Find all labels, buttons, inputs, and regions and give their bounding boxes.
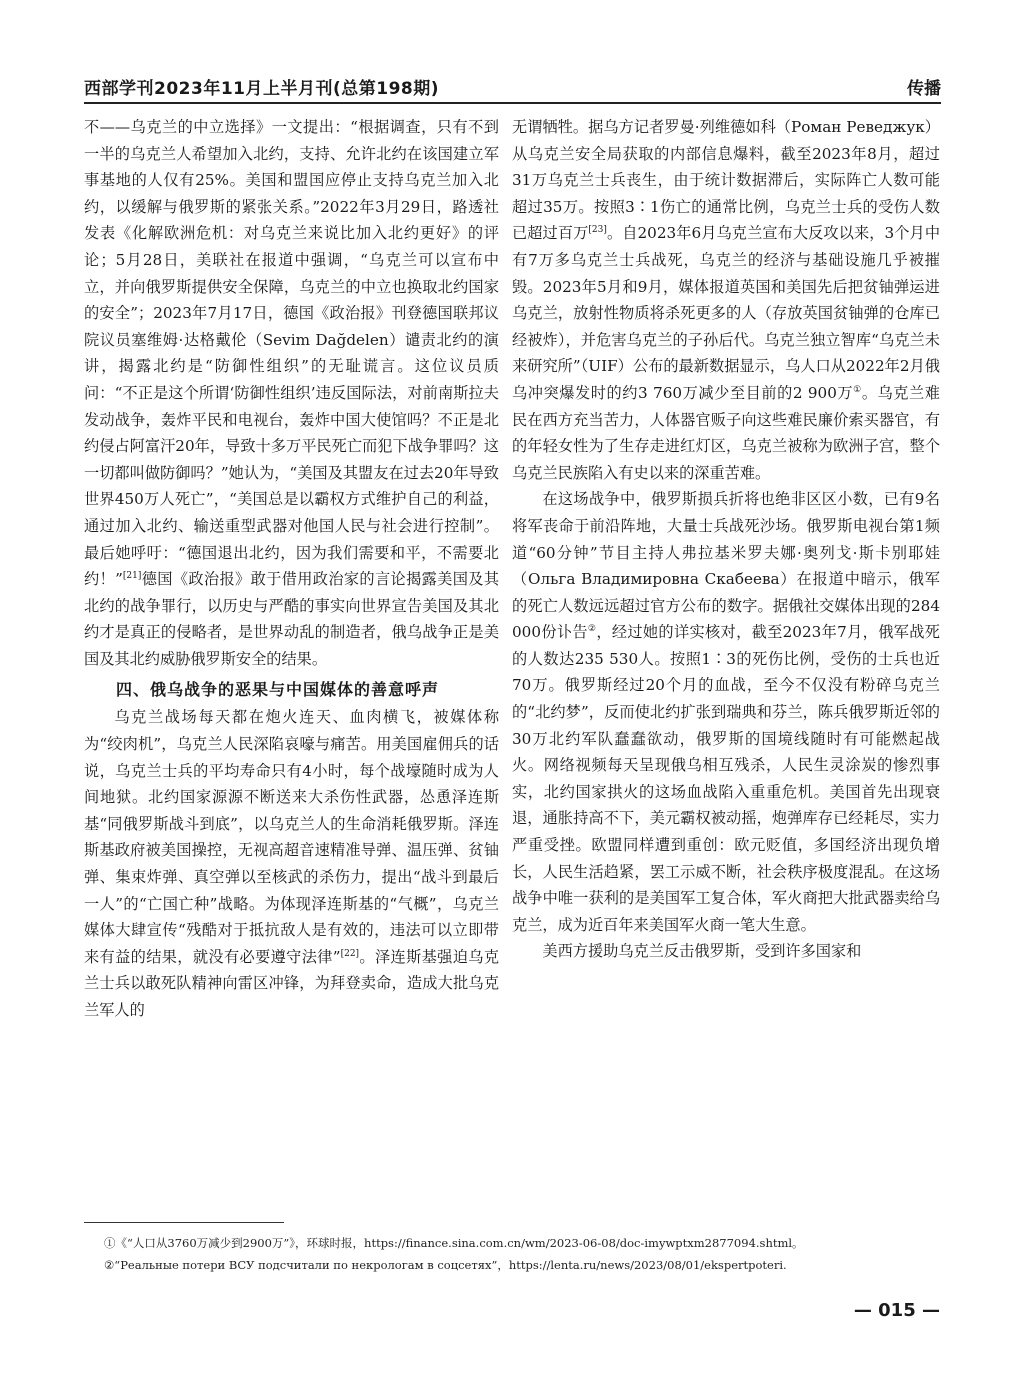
- paragraph-text: 德国《政治报》敢于借用政治家的言论揭露美国及其北约的战争罪行，以历史与严酷的事实向世界宣告美国及其北约才是真正的侵略者，是世界动乱的制造者，俄乌战争正是美国及其北约威胁俄罗斯安全的结果。: [84, 570, 500, 668]
- paragraph: [512, 114, 940, 486]
- paragraph: [512, 938, 940, 965]
- journal-title: 西部学刊2023年11月上半月刊(总第198期): [84, 79, 439, 99]
- citation: [23]: [588, 225, 607, 236]
- paragraph-text: 无谓牺牲。据乌方记者罗曼·列维德如科（Роман Реведжук）从乌克兰安全局获取的内部信息爆料，截至2023年8月，超过31万乌克兰士兵丧生，由于统计数据滞后，实际阵亡人数可能超过35万。按照3∶1伤亡的通常比例，乌克兰士兵的受伤人数已超过百万: [512, 118, 940, 243]
- footnote-2: ②“Реальные потери ВСУ подсчитали по некрологам в соцсетях”，https://lenta.ru/news/2023/08/01/ekspertpoteri.: [104, 1258, 787, 1272]
- left-column: [84, 114, 499, 1024]
- section-heading: 四、俄乌战争的恶果与中国媒体的善意呼声: [116, 680, 440, 700]
- paragraph: [84, 114, 499, 672]
- footnote-marker[interactable]: ①: [853, 384, 862, 395]
- paragraph: [512, 486, 940, 938]
- citation: [21]: [122, 571, 142, 582]
- paragraph-text: 在这场战争中，俄罗斯损兵折将也绝非区区小数，已有9名将军丧命于前沿阵地，大量士兵战死沙场。俄罗斯电视台第1频道“60分钟”节目主持人弗拉基米罗夫娜·奥列戈·斯卡别耶娃（Ольга Владимировна Скабеева）在报道中暗示，俄军的死亡人数远远超过官方公布的数字。据俄社交媒体出现的284 000份讣告: [512, 490, 940, 642]
- paragraph-text: 乌克兰战场每天都在炮火连天、血肉横飞，被媒体称为“绞肉机”，乌克兰人民深陷哀嚎与痛苦。用美国雇佣兵的话说，乌克兰士兵的平均寿命只有4小时，每个战壕随时成为人间地狱。北约国家源源不断送来大杀伤性武器，怂恿泽连斯基“同俄罗斯战斗到底”，以乌克兰人的生命消耗俄罗斯。泽连斯基政府被美国操控，无视高超音速精准导弹、温压弹、贫铀弹、集束炸弹、真空弹以至核武的杀伤力，提出“战斗到最后一人”的“亡国亡种”战略。为体现泽连斯基的“气概”，乌克兰媒体大肆宣传“残酷对于抵抗敌人是有效的，违法可以立即带来有益的结果，就没有必要遵守法律”: [84, 708, 499, 966]
- paragraph-text: 。乌克兰难民在西方充当苦力，人体器官贩子向这些难民廉价索买器官，有的年轻女性为了生存走进红灯区，乌克兰被称为欧洲子宫，整个乌克兰民族陷入有史以来的深重苦难。: [512, 383, 940, 482]
- footnote-1: ①《“人口从3760万减少到2900万”》，环球时报，https://finance.sina.com.cn/wm/2023-06-08/doc-imywptxm2877094.shtml。: [104, 1236, 804, 1250]
- paragraph-text: 美西方援助乌克兰反击俄罗斯，受到许多国家和: [542, 942, 862, 961]
- running-header: [84, 72, 941, 104]
- paragraph-text: 。泽连斯基强迫乌克兰士兵以敢死队精神向雷区冲锋，为拜登卖命，造成大批乌克兰军人的: [84, 947, 500, 1019]
- footnote-divider: [84, 1222, 284, 1223]
- paragraph-text: 不——乌克兰的中立选择》一文提出：“根据调查，只有不到一半的乌克兰人希望加入北约，支持、允许北约在该国建立军事基地的人仅有25%。美国和盟国应停止支持乌克兰加入北约，以缓解与俄罗斯的紧张关系。”2022年3月29日，路透社发表《化解欧洲危机：对乌克兰来说比加入北约更好》的评论；5月28日，美联社在报道中强调，“乌克兰可以宣布中立，并向俄罗斯提供安全保障，乌克兰的中立也换取北约国家的安全”；2023年7月17日，德国《政治报》刊登德国联邦议院议员塞维姆·达格戴伦（Sevim Dağdelen）谴责北约的演讲，揭露北约是“防御性组织”的无耻谎言。这位议员质问：“不正是这个所谓‘防御性组织’违反国际法，对前南斯拉夫发动战争，轰炸平民和电视台，轰炸中国大使馆吗？不正是北约侵占阿富汗20年，导致十多万平民死亡而犯下战争罪吗？这一切都叫做防御吗？”她认为，“美国及其盟友在过去20年导致世界450万人死亡”，“美国总是以霸权方式维护自己的利益，通过加入北约、输送重型武器对他国人民与社会进行控制”。最后她呼吁：“德国退出北约，因为我们需要和平，不需要北约！”: [84, 118, 499, 589]
- paragraph: [84, 704, 499, 1023]
- footnote-marker[interactable]: ②: [587, 624, 597, 635]
- citation: [22]: [340, 948, 360, 959]
- section-name: 传播: [907, 79, 941, 99]
- paragraph-text: 。自2023年6月乌克兰宣布大反攻以来，3个月中有7万多乌克兰士兵战死，乌克兰的经济与基础设施几乎被摧毁。2023年5月和9月，媒体报道英国和美国先后把贫铀弹运进乌克兰，放射性物质将杀死更多的人（存放英国贫铀弹的仓库已经被炸），并危害乌克兰的子孙后代。乌克兰独立智库“乌克兰未来研究所”（UIF）公布的最新数据显示，乌人口从2022年2月俄乌冲突爆发时的约3 760万减少至目前的2 900万: [512, 224, 941, 402]
- paragraph-text: ，经过她的详实核对，截至2023年7月，俄军战死的人数达235 530人。按照1∶3的死伤比例，受伤的士兵也近70万。俄罗斯经过20个月的血战，至今不仅没有粉碎乌克兰的“北约梦”，反而使北约扩张到瑞典和芬兰，陈兵俄罗斯近邻的30万北约军队蠢蠢欲动，俄罗斯的国境线随时有可能燃起战火。网络视频每天呈现俄乌相互残杀，人民生灵涂炭的惨烈事实，北约国家拱火的这场血战陷入重重危机。美国首先出现衰退，通胀持高不下，美元霸权被动摇，炮弹库存已经耗尽，实力严重受挫。欧盟同样遭到重创：欧元贬值，多国经济出现负增长，人民生活趋紧，罢工示威不断，社会秩序极度混乱。在这场战争中唯一获利的是美国军工复合体，军火商把大批武器卖给乌克兰，成为近百年来美国军火商一笔大生意。: [512, 623, 940, 934]
- page-number: — 015 —: [853, 1300, 940, 1321]
- footnotes: [84, 1232, 944, 1276]
- right-column: [512, 114, 940, 965]
